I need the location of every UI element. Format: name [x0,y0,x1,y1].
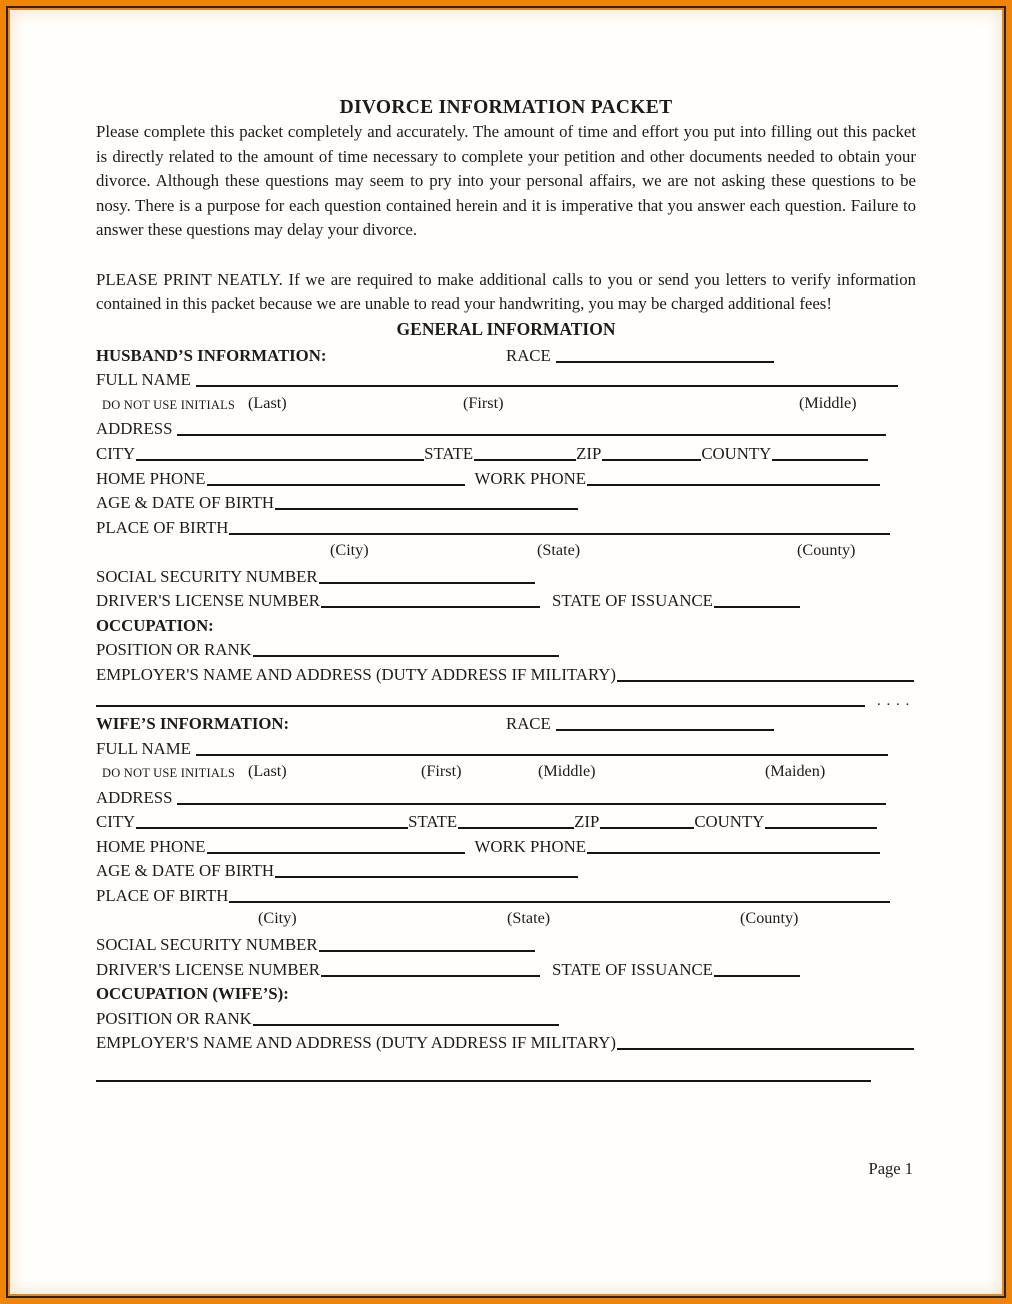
wife-last-hint: (Last) [248,762,287,781]
husband-age-dob-label: AGE & DATE OF BIRTH [96,493,274,513]
wife-zip-label: ZIP [574,812,600,832]
wife-employer-label: EMPLOYER'S NAME AND ADDRESS (DUTY ADDRESS IF MILITARY) [96,1033,616,1053]
husband-home-phone-label: HOME PHONE [96,468,206,488]
wife-place-of-birth-row [96,881,916,906]
wife-full-name-line [196,752,888,756]
husband-city-line [136,457,424,461]
wife-age-dob-line [275,874,578,878]
wife-home-phone-line [207,850,465,854]
wife-birth-county-hint: (County) [740,909,799,928]
wife-middle-hint: (Middle) [538,762,596,781]
husband-birth-hints-row [96,538,916,563]
intro-paragraph: Please complete this packet completely and accurately. The amount of time and effort you put into filling out this packet is directly related to the amount of time necessary to complete your petition and other documents needed to obtain your divorce. Although these questions may seem to pry into your personal affairs, we are not asking these questions to be nosy. There is a purpose for each question contained herein and it is imperative that you answer each question. Failure to answer these questions may delay your divorce. [96,122,916,240]
husband-race-line [556,359,774,363]
husband-ssn-line [319,580,535,584]
husband-county-line [772,457,868,461]
husband-city-label: CITY [96,444,136,464]
husband-section-heading: HUSBAND’S INFORMATION: [96,345,327,365]
wife-city-line [136,825,408,829]
husband-place-of-birth-row [96,513,916,538]
wife-state-of-issuance-line [714,973,800,977]
wife-address-label: ADDRESS [96,787,173,807]
wife-section [96,710,916,1085]
wife-full-name-label: FULL NAME [96,738,191,758]
wife-work-phone-line [587,850,880,854]
husband-birth-state-hint: (State) [537,541,581,560]
wife-phones-row [96,832,916,857]
husband-race-label: RACE [506,345,551,365]
husband-home-phone-line [207,482,465,486]
wife-occupation-heading: OCCUPATION (WIFE’S): [96,984,289,1004]
wife-position-rank-label: POSITION OR RANK [96,1008,252,1028]
husband-phones-row [96,464,916,489]
husband-address-line [177,432,886,436]
husband-first-hint: (First) [463,393,504,412]
wife-drivers-license-label: DRIVER'S LICENSE NUMBER [96,959,320,979]
husband-position-rank-row [96,636,916,661]
print-neatly-paragraph: PLEASE PRINT NEATLY. If we are required to make additional calls to you or send you letters to verify information contained in this packet because we are unable to read your handwriting, you may be charged additional fees! [96,269,916,314]
husband-employer-line [617,678,914,682]
husband-drivers-license-label: DRIVER'S LICENSE NUMBER [96,591,320,611]
wife-birth-hints-row [96,906,916,931]
wife-name-hints-row [96,759,916,784]
husband-full-name-line [196,383,898,387]
husband-place-of-birth-line [229,531,890,535]
form-page [8,8,1004,1296]
husband-ssn-row [96,562,916,587]
husband-address-label: ADDRESS [96,419,173,439]
wife-birth-city-hint: (City) [258,909,297,928]
husband-age-dob-row [96,489,916,514]
husband-state-label: STATE [424,444,474,464]
husband-section [96,341,916,709]
general-information-heading: GENERAL INFORMATION [396,318,616,339]
husband-birth-county-hint: (County) [797,541,856,560]
husband-license-row [96,587,916,612]
husband-position-rank-line [253,653,559,657]
wife-position-rank-row [96,1004,916,1029]
husband-zip-label: ZIP [576,444,602,464]
wife-age-dob-row [96,857,916,882]
wife-home-phone-label: HOME PHONE [96,836,206,856]
husband-state-line [474,457,576,461]
wife-section-heading: WIFE’S INFORMATION: [96,714,290,734]
husband-age-dob-line [275,506,578,510]
wife-occupation-row [96,980,916,1005]
wife-county-line [765,825,877,829]
trailing-dots: . . . . [877,692,911,709]
wife-birth-state-hint: (State) [507,909,551,928]
husband-birth-city-hint: (City) [330,541,369,560]
wife-maiden-hint: (Maiden) [765,762,826,781]
wife-employer-continuation-row [96,1060,916,1085]
wife-place-of-birth-line [229,899,890,903]
husband-heading-race-row [96,341,916,366]
wife-full-name-row [96,734,916,759]
husband-state-of-issuance-label: STATE OF ISSUANCE [552,591,713,611]
husband-full-name-row [96,366,916,391]
page-content [96,95,916,1179]
husband-last-hint: (Last) [248,393,287,412]
husband-drivers-license-line [321,604,540,608]
wife-employer-continuation-line [96,1078,871,1082]
husband-ssn-label: SOCIAL SECURITY NUMBER [96,566,318,586]
wife-ssn-label: SOCIAL SECURITY NUMBER [96,934,318,954]
husband-full-name-label: FULL NAME [96,370,191,390]
wife-heading-race-row [96,710,916,735]
husband-work-phone-line [587,482,880,486]
husband-employer-row [96,660,916,685]
page-number: Page 1 [868,1158,913,1178]
wife-city-label: CITY [96,812,136,832]
wife-employer-row [96,1029,916,1054]
husband-employer-continuation-line [96,703,865,707]
wife-initials-note: DO NOT USE INITIALS [102,766,236,781]
wife-race-line [556,727,774,731]
wife-address-line [177,801,886,805]
husband-place-of-birth-label: PLACE OF BIRTH [96,517,229,537]
wife-place-of-birth-label: PLACE OF BIRTH [96,885,229,905]
husband-city-row [96,439,916,464]
wife-state-of-issuance-label: STATE OF ISSUANCE [552,959,713,979]
wife-work-phone-label: WORK PHONE [474,836,586,856]
husband-work-phone-label: WORK PHONE [474,468,586,488]
husband-occupation-heading: OCCUPATION: [96,615,214,635]
wife-state-line [458,825,574,829]
wife-state-label: STATE [408,812,458,832]
wife-license-row [96,955,916,980]
husband-middle-hint: (Middle) [799,393,857,412]
page-title: DIVORCE INFORMATION PACKET [339,97,673,118]
wife-employer-line [617,1046,914,1050]
wife-county-label: COUNTY [694,812,765,832]
husband-occupation-row [96,611,916,636]
wife-drivers-license-line [321,973,540,977]
husband-employer-label: EMPLOYER'S NAME AND ADDRESS (DUTY ADDRESS IF MILITARY) [96,664,616,684]
husband-position-rank-label: POSITION OR RANK [96,640,252,660]
wife-age-dob-label: AGE & DATE OF BIRTH [96,861,274,881]
wife-address-row [96,783,916,808]
wife-ssn-line [319,948,535,952]
page-border-inner-dark [6,6,1006,1298]
husband-zip-line [602,457,701,461]
husband-county-label: COUNTY [701,444,772,464]
wife-city-row [96,808,916,833]
husband-name-hints-row [96,390,916,415]
husband-initials-note: DO NOT USE INITIALS [102,397,236,412]
wife-zip-line [600,825,694,829]
wife-race-label: RACE [506,714,551,734]
husband-employer-continuation-row [96,685,916,710]
husband-state-of-issuance-line [714,604,800,608]
wife-ssn-row [96,930,916,955]
wife-position-rank-line [253,1022,559,1026]
wife-first-hint: (First) [421,762,462,781]
husband-address-row [96,415,916,440]
